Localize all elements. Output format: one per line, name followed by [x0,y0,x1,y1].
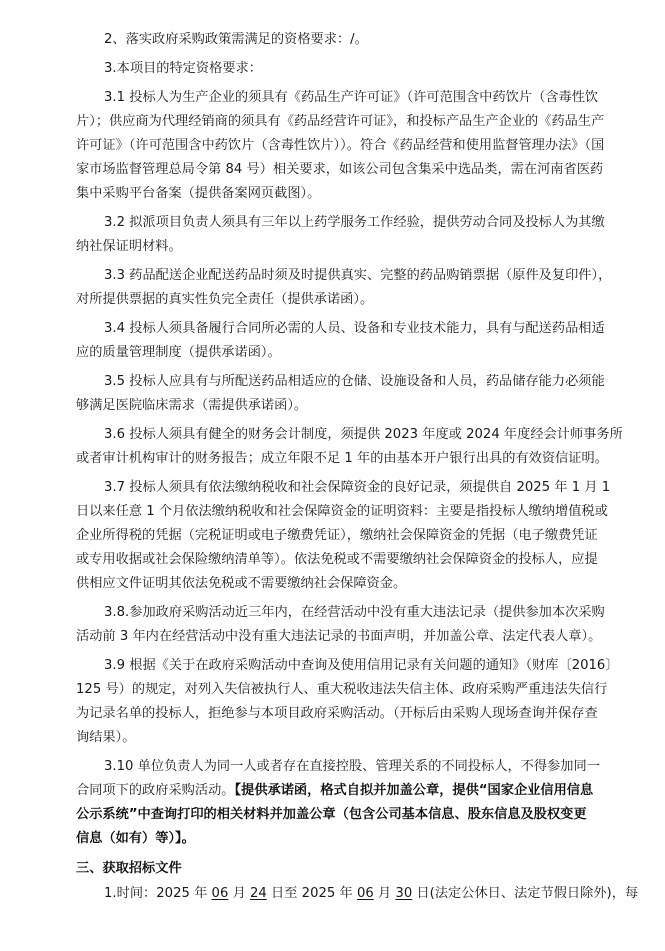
month-word: 月 [373,886,396,901]
text-line: 集中采购平台备案（提供备案网页截图）。 [76,186,321,201]
text-line [76,783,593,799]
section-heading: 三、获取招标文件 [76,861,182,876]
text-line: 片）；供应商为代理经销商的须具有《药品经营许可证》，和投标产品生产企业的《药品生产 [76,114,605,129]
text-line: 3.5 投标人应具有与所配送药品相适应的仓储、设施设备和人员，药品储存能力必须能 [104,374,605,389]
text-line: 企业所得税的凭据（完税证明或电子缴费凭证），缴纳社会保障资金的凭据（电子缴费凭证 [76,528,598,543]
text-segment: 合同项下的政府采购活动。 [76,783,235,798]
text-line: 3.3 药品配送企业配送药品时须及时提供真实、完整的药品购销票据（原件及复印件）， [104,268,612,283]
text-line: 供相应文件证明其依法免税或不需要缴纳社会保障资金。 [76,576,407,591]
text-line: 家市场监督管理总局令第 84 号）相关要求，如该公司包含集采中选品类，需在河南省医药 [76,162,604,177]
text-line: 应的质量管理制度（提供承诺函）。 [76,345,281,360]
date-prefix: 1.时间：2025 年 [104,886,212,901]
text-line: 3.1 投标人为生产企业的须具有《药品生产许可证》（许可范围含中药饮片（含毒性饮 [104,90,599,105]
text-line: 3.8.参加政府采购活动近三年内，在经营活动中没有重大违法记录（提供参加本次采购 [104,605,605,620]
emphasis-text-line: 信息（如有）等）】。 [76,831,195,846]
text-line: 3.4 投标人须具备履行合同所必需的人员、设备和专业技术能力，具有与配送药品相适 [104,321,605,336]
text-line: 或者审计机构审计的财务报告；成立年限不足 1 年的由基本开户银行出具的有效资信证明。 [76,451,608,466]
text-line: 或专用收据或社会保险缴纳清单等）。依法免税或不需要缴纳社会保障资金的投标人，应提 [76,552,598,567]
text-line: 3.9 根据《关于在政府采购活动中查询及使用信用记录有关问题的通知》（财库〔2016〕 [104,658,619,673]
date-middle: 日至 2025 年 [266,886,357,901]
emphasis-text: 【提供承诺函，格式自拟并加盖公章，提供“国家企业信用信息 [234,783,594,798]
end-month: 06 [356,886,374,901]
text-line: 纳社保证明材料。 [76,239,182,254]
end-day: 30 [395,886,413,901]
text-line: 对所提供票据的真实性负完全责任（提供承诺函）。 [76,292,374,307]
text-line: 为记录名单的投标人，拒绝参与本项目政府采购活动。（开标后由采购人现场查询并保存查 [76,706,598,721]
text-line: 3.6 投标人须具有健全的财务会计制度，须提供 2023 年度或 2024 年度经会计师事务所 [104,427,623,442]
start-day: 24 [250,886,267,901]
text-line: 许可证》（许可范围含中药饮片（含毒性饮片））。符合《药品经营和使用监督管理办法》（国 [76,138,605,153]
text-line: 活动前 3 年内在经营活动中没有重大违法记录的书面声明，并加盖公章、法定代表人章）。 [76,629,602,644]
text-line: 3.本项目的特定资格要求： [104,61,262,76]
text-line: 125 号）的规定，对列入失信被执行人、重大税收违法失信主体、政府采购严重违法失信行 [76,682,608,697]
text-line: 3.10 单位负责人为同一人或者存在直接控股、管理关系的不同投标人，不得参加同一 [104,759,600,774]
emphasis-text-line: 公示系统”中查询打印的相关材料并加盖公章（包含公司基本信息、股东信息及股权变更 [76,807,587,822]
month-word: 月 [228,886,250,901]
date-line [104,886,638,902]
date-suffix: 日(法定公休日、法定节假日除外)，每 [412,886,639,901]
text-line: 日以来任意 1 个月依法缴纳税收和社会保障资金的证明资料：主要是指投标人缴纳增值税或 [76,504,608,519]
text-line: 3.7 投标人须具有依法缴纳税收和社会保障资金的良好记录，须提供自 2025 年 1 月 1 [104,480,611,495]
text-line: 够满足医院临床需求（需提供承诺函）。 [76,398,308,413]
text-line: 2、落实政府采购政策需满足的资格要求：/。 [104,32,368,47]
start-month: 06 [211,886,229,901]
text-line: 询结果）。 [76,730,136,745]
text-line: 3.2 拟派项目负责人须具有三年以上药学服务工作经验，提供劳动合同及投标人为其缴 [104,215,605,230]
